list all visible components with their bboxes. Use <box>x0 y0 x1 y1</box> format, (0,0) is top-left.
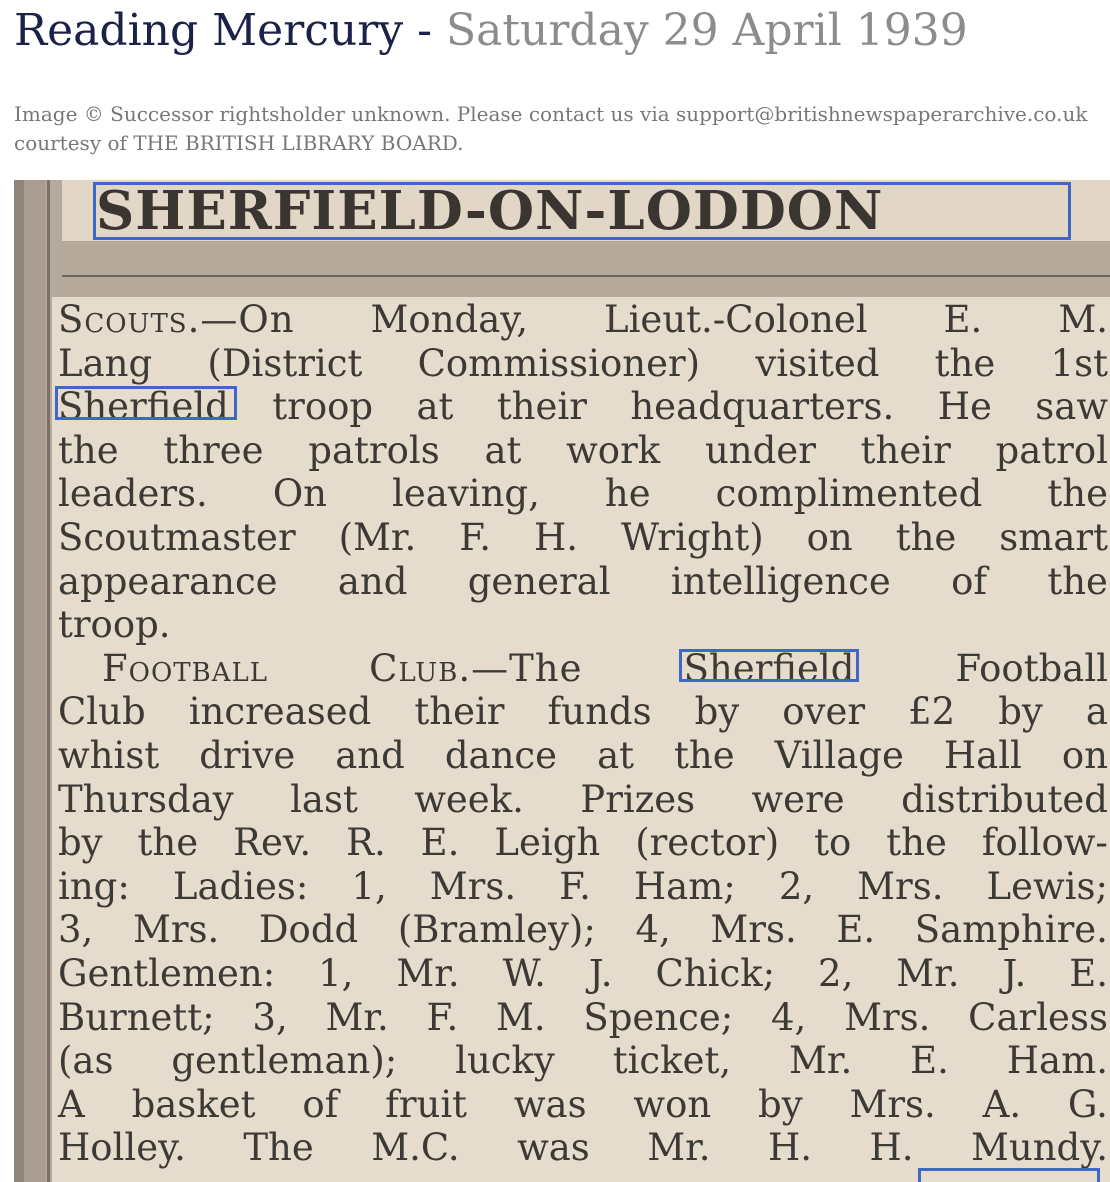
image-credit <box>14 100 1110 158</box>
article-word: the <box>1047 559 1108 603</box>
article-word: (rector) <box>635 821 780 865</box>
article-word: (District <box>207 341 363 385</box>
article-word: leaders. <box>58 472 208 516</box>
article-line <box>58 647 1108 691</box>
article-word: Lewis; <box>986 864 1108 908</box>
article-word: the <box>934 341 996 385</box>
article-word: three <box>163 428 264 472</box>
article-word: whist <box>58 733 160 777</box>
article-line <box>58 603 1108 647</box>
article-word: Mrs. <box>132 908 220 952</box>
article-word: Ladies: <box>172 864 309 908</box>
article-word: 1, <box>351 864 387 908</box>
article-line <box>58 952 1108 996</box>
column-rule-shadow <box>14 180 24 1182</box>
article-word: was <box>517 1126 590 1170</box>
article-word: A <box>58 1082 85 1126</box>
article-word: H. <box>768 1126 813 1170</box>
column-rule <box>47 180 50 1182</box>
article-word: (Bramley); <box>397 908 596 952</box>
credit-line-2: courtesy of THE BRITISH LIBRARY BOARD. <box>14 131 464 155</box>
article-word: troop. <box>58 603 171 647</box>
article-word: leaving, <box>392 472 540 516</box>
article-line <box>58 1126 1108 1170</box>
article-word: Holley. <box>58 1126 186 1170</box>
article-word: Football <box>955 646 1108 690</box>
article-word: visited <box>755 341 880 385</box>
article-word: A. <box>982 1082 1022 1126</box>
publication-title: Reading Mercury <box>14 5 404 56</box>
article-word: The <box>243 1126 314 1170</box>
article-line <box>58 1083 1108 1127</box>
article-word: the <box>674 733 735 777</box>
article-word: the <box>137 821 199 865</box>
article-word: intelligence <box>670 559 891 603</box>
article-word: general <box>467 559 611 603</box>
article-word: were <box>751 777 845 821</box>
article-word: troop <box>272 385 374 429</box>
article-word: Samphire. <box>914 908 1108 952</box>
article-word: their <box>414 690 505 734</box>
article-word: Mr. <box>788 1039 853 1083</box>
article-word: the <box>895 515 957 559</box>
article-word: E. <box>836 908 876 952</box>
article-word: Mrs. <box>429 864 517 908</box>
article-word: On <box>272 472 328 516</box>
article-word: headquarters. <box>630 385 895 429</box>
article-word: the <box>1047 472 1108 516</box>
article-word: appearance <box>58 559 278 603</box>
article-line <box>58 908 1108 952</box>
article-word: Mr. <box>325 995 389 1039</box>
article-word: distributed <box>901 777 1108 821</box>
article-word: a <box>1085 690 1108 734</box>
title-separator: - <box>417 5 432 56</box>
article-line <box>58 821 1108 865</box>
article-word: their <box>496 385 587 429</box>
article-word: the <box>886 821 947 865</box>
article-word: by <box>58 821 103 865</box>
article-line <box>58 690 1108 734</box>
article-word: Commissioner) <box>417 341 701 385</box>
article-word: Mr. <box>647 1126 711 1170</box>
article-word: R. <box>346 821 386 865</box>
article-word: Mr. <box>896 951 960 995</box>
page-header <box>14 2 968 60</box>
column-gutter <box>24 180 46 1182</box>
article-word: Burnett; <box>58 995 215 1039</box>
article-word: on <box>1061 733 1108 777</box>
article-word: smart <box>999 515 1108 559</box>
article-word: by <box>998 690 1043 734</box>
article-word: Mundy. <box>971 1126 1108 1170</box>
article-word: Ham; <box>633 864 736 908</box>
article-line <box>58 516 1108 560</box>
article-word: E. <box>1069 951 1108 995</box>
article-line <box>58 298 1108 342</box>
article-word: M. <box>1058 298 1108 341</box>
article-word: Lang <box>58 341 153 385</box>
publication-date: Saturday 29 April 1939 <box>446 5 968 56</box>
article-word: E. <box>943 298 983 341</box>
article-word: F. <box>559 864 591 908</box>
article-word: drive <box>199 733 296 777</box>
article-word: Mrs. <box>710 908 797 952</box>
article-word: H. <box>533 515 578 559</box>
article-word: at <box>597 733 634 777</box>
article-word: last <box>290 777 358 821</box>
article-word: Village <box>774 733 904 777</box>
article-word: week. <box>414 777 524 821</box>
article-word: by <box>758 1082 803 1126</box>
article-word: Sherfield <box>683 646 855 690</box>
credit-line-1: Image © Successor rightsholder unknown. Please contact us via support@britishnewspaperarchive.co.uk <box>14 102 1088 126</box>
article-word: Carless <box>968 995 1108 1039</box>
article-word: patrols <box>308 428 440 472</box>
article-word: to <box>814 821 852 865</box>
section-lead-word: Scouts.—On <box>58 298 295 341</box>
article-word: Gentlemen: <box>58 951 276 995</box>
article-word: Monday, <box>370 298 529 341</box>
article-word: the <box>58 428 119 472</box>
article-word: W. <box>502 951 546 995</box>
article-word: J. <box>588 951 613 995</box>
article-word: funds <box>547 690 652 734</box>
article-word: 1, <box>318 951 354 995</box>
article-word: M. <box>495 995 546 1039</box>
article-word: saw <box>1035 385 1108 429</box>
search-highlight-sherfield-3[interactable] <box>918 1168 1100 1182</box>
article-word: Mr. <box>396 951 460 995</box>
article-word: M.C. <box>371 1126 460 1170</box>
article-line <box>58 342 1108 386</box>
search-highlight-headline[interactable] <box>93 182 1071 240</box>
article-word: 3, <box>252 995 288 1039</box>
article-word: follow- <box>981 821 1108 865</box>
article-word: won <box>633 1082 712 1126</box>
article-word: complimented <box>715 472 983 516</box>
article-word: and <box>335 733 405 777</box>
article-word: 3, <box>58 908 94 952</box>
article-word: Hall <box>943 733 1022 777</box>
article-word: was <box>513 1082 587 1126</box>
article-word: Mrs. <box>857 864 944 908</box>
article-line <box>58 1039 1108 1083</box>
article-word: patrol <box>995 428 1108 472</box>
article-line <box>58 778 1108 822</box>
article-word: increased <box>188 690 372 734</box>
article-word: Sherfield <box>58 385 229 429</box>
article-word: 4, <box>771 995 807 1039</box>
article-body <box>58 298 1108 1170</box>
article-word: Chick; <box>655 951 776 995</box>
article-line <box>58 865 1108 909</box>
article-word: E. <box>910 1039 949 1083</box>
article-word: 4, <box>635 908 671 952</box>
article-word: Ham. <box>1006 1039 1108 1083</box>
article-word: Club <box>58 690 146 734</box>
article-word: over <box>782 690 866 734</box>
article-word: H. <box>869 1126 914 1170</box>
article-word: their <box>860 428 951 472</box>
article-word: ticket, <box>612 1039 732 1083</box>
article-word: Mrs. <box>844 995 931 1039</box>
article-word: fruit <box>385 1082 468 1126</box>
article-word: E. <box>420 821 460 865</box>
article-word: of <box>951 559 988 603</box>
article-word: and <box>337 559 408 603</box>
article-word: G. <box>1067 1082 1108 1126</box>
article-word: dance <box>444 733 558 777</box>
article-word: he <box>604 472 651 516</box>
article-line <box>58 429 1108 473</box>
search-highlight-sherfield-1[interactable] <box>55 386 237 420</box>
article-word: gentleman); <box>171 1039 398 1083</box>
article-word: 2, <box>778 864 815 908</box>
article-word: basket <box>131 1082 256 1126</box>
article-word: Leigh <box>494 821 601 865</box>
article-line <box>58 472 1108 516</box>
search-highlight-sherfield-2[interactable] <box>679 649 859 682</box>
article-word: ing: <box>58 864 130 908</box>
newspaper-clipping-image <box>14 180 1110 1182</box>
article-word: under <box>704 428 816 472</box>
article-line <box>58 734 1108 778</box>
article-word: J. <box>1002 951 1027 995</box>
section-lead-word: Club.—The <box>369 646 583 690</box>
section-lead-word: Football <box>102 646 269 690</box>
article-word: on <box>806 515 853 559</box>
article-word: F. <box>426 995 459 1039</box>
article-line <box>58 560 1108 604</box>
article-word: He <box>937 385 992 429</box>
article-word: Wright) <box>620 515 764 559</box>
article-word: Mrs. <box>849 1082 936 1126</box>
article-word: Rev. <box>233 821 312 865</box>
article-word: of <box>302 1082 339 1126</box>
article-word: Scoutmaster <box>58 515 296 559</box>
article-headline: SHERFIELD-ON-LODDON <box>96 180 884 242</box>
article-word: Thursday <box>58 777 234 821</box>
article-line <box>58 996 1108 1040</box>
article-word: (as <box>58 1039 114 1083</box>
article-word: 1st <box>1050 341 1108 385</box>
article-word: work <box>566 428 661 472</box>
article-word: at <box>484 428 522 472</box>
article-word: at <box>416 385 454 429</box>
article-word: F. <box>459 515 491 559</box>
article-word: £2 <box>908 690 956 734</box>
article-word: Lieut.-Colonel <box>604 298 868 341</box>
headline-rule <box>62 275 1110 277</box>
article-word: 2, <box>818 951 854 995</box>
article-word: (Mr. <box>338 515 417 559</box>
article-word: Spence; <box>583 995 734 1039</box>
article-word: lucky <box>455 1039 555 1083</box>
article-word: Dodd <box>258 908 359 952</box>
article-word: Prizes <box>580 777 696 821</box>
article-word: by <box>694 690 740 734</box>
